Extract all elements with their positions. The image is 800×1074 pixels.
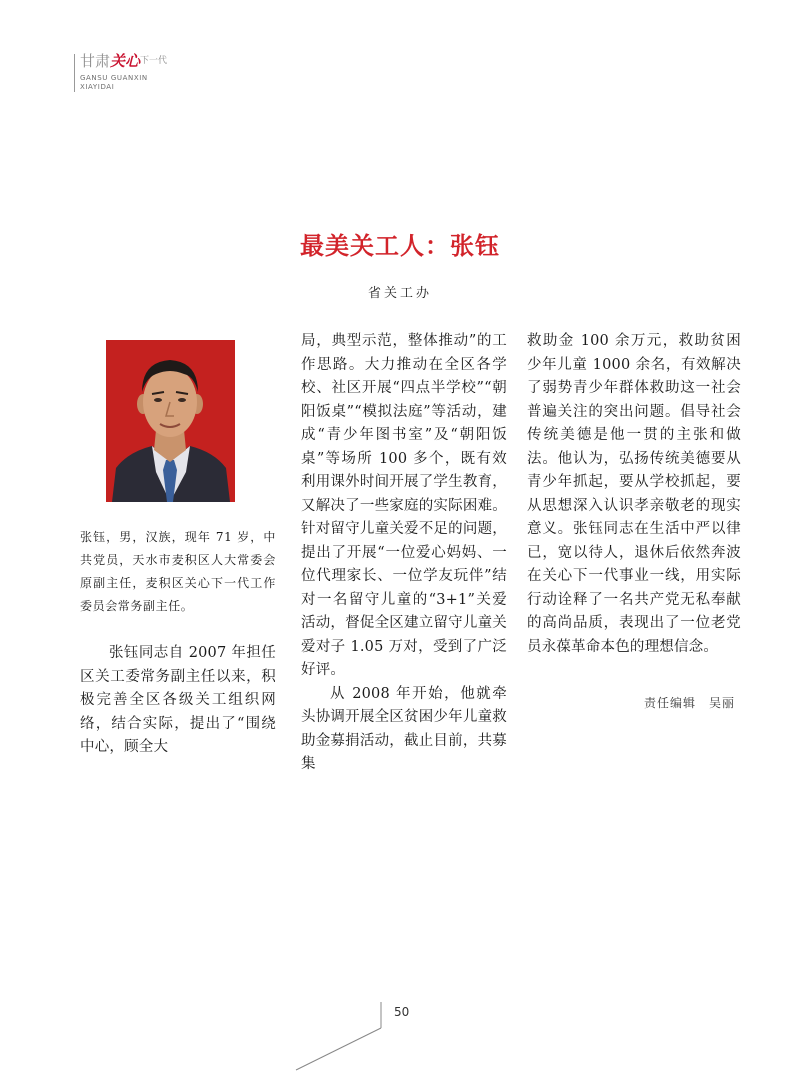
editor-credit: 责任编辑 吴丽	[643, 696, 735, 710]
paragraph-1-start: 张钰同志自 2007 年担任区关工委常务副主任以来，积极完善全区各级关工组织网络，结合实际，提出了“围绕中心，顾全大	[80, 645, 276, 755]
page-number: 50	[394, 1005, 410, 1019]
masthead-divider	[74, 54, 75, 92]
article-title: 最美关工人：张钰	[300, 231, 500, 260]
portrait-photo	[106, 340, 235, 502]
photo-caption: 张钰，男，汉族，现年 71 岁，中共党员，天水市麦积区人大常委会原副主任，麦积区关心下一代工作委员会常务副主任。	[80, 530, 276, 613]
masthead	[74, 48, 194, 94]
portrait-illustration	[106, 340, 235, 502]
masthead-english	[80, 74, 148, 92]
logo-text-gansu: 甘肃	[80, 52, 111, 70]
logo-text-guanxin: 关心	[110, 52, 141, 70]
paragraph-2-continued: 救助金 100 余万元，救助贫困少年儿童 1000 余名，有效解决了弱势青少年群体救助这一社会普遍关注的突出问题。倡导社会传统美德是他一贯的主张和做法。他认为，弘扬传统美德要从青少年抓起，要从学校抓起，要从思想深入认识孝亲敬老的现实意义。张钰同志在生活中严以律已，宽以待人，退休后依然奔波在关心下一代事业一线，用实际行动诠释了一名共产党无私奉献的高尚品质，表现出了一位老党员永葆革命本色的理想信念。	[527, 333, 741, 655]
masthead-en-line2: XIAYIDAI	[80, 83, 115, 91]
paragraph-2-start: 从 2008 年开始，他就牵头协调开展全区贫困少年儿童救助金募捐活动，截止目前，共募集	[301, 685, 507, 772]
article-byline: 省关工办	[367, 286, 432, 301]
logo-text-xiayidai: 下一代	[140, 56, 168, 66]
masthead-logo	[80, 52, 167, 70]
article-column-3	[527, 330, 741, 659]
article-column-2	[301, 330, 507, 777]
masthead-en-line1: GANSU GUANXIN	[80, 74, 148, 82]
article-column-1	[80, 642, 276, 760]
paragraph-1-continued: 局，典型示范，整体推动”的工作思路。大力推动在全区各学校、社区开展“四点半学校”“朝阳饭桌”“模拟法庭”等活动，建成“青少年图书室”及“朝阳饭桌”等场所 100 多个，既有效利用课外时间开展了学生教育，又解决了一些家庭的实际困难。针对留守儿童关爱不足的问题，提出了开展“一位爱心妈妈、一位代理家长、一位学友玩伴”结对一名留守儿童的“3+1”关爱活动，督促全区建立留守儿童关爱对子 1.05 万对，受到了广泛好评。	[301, 333, 507, 678]
